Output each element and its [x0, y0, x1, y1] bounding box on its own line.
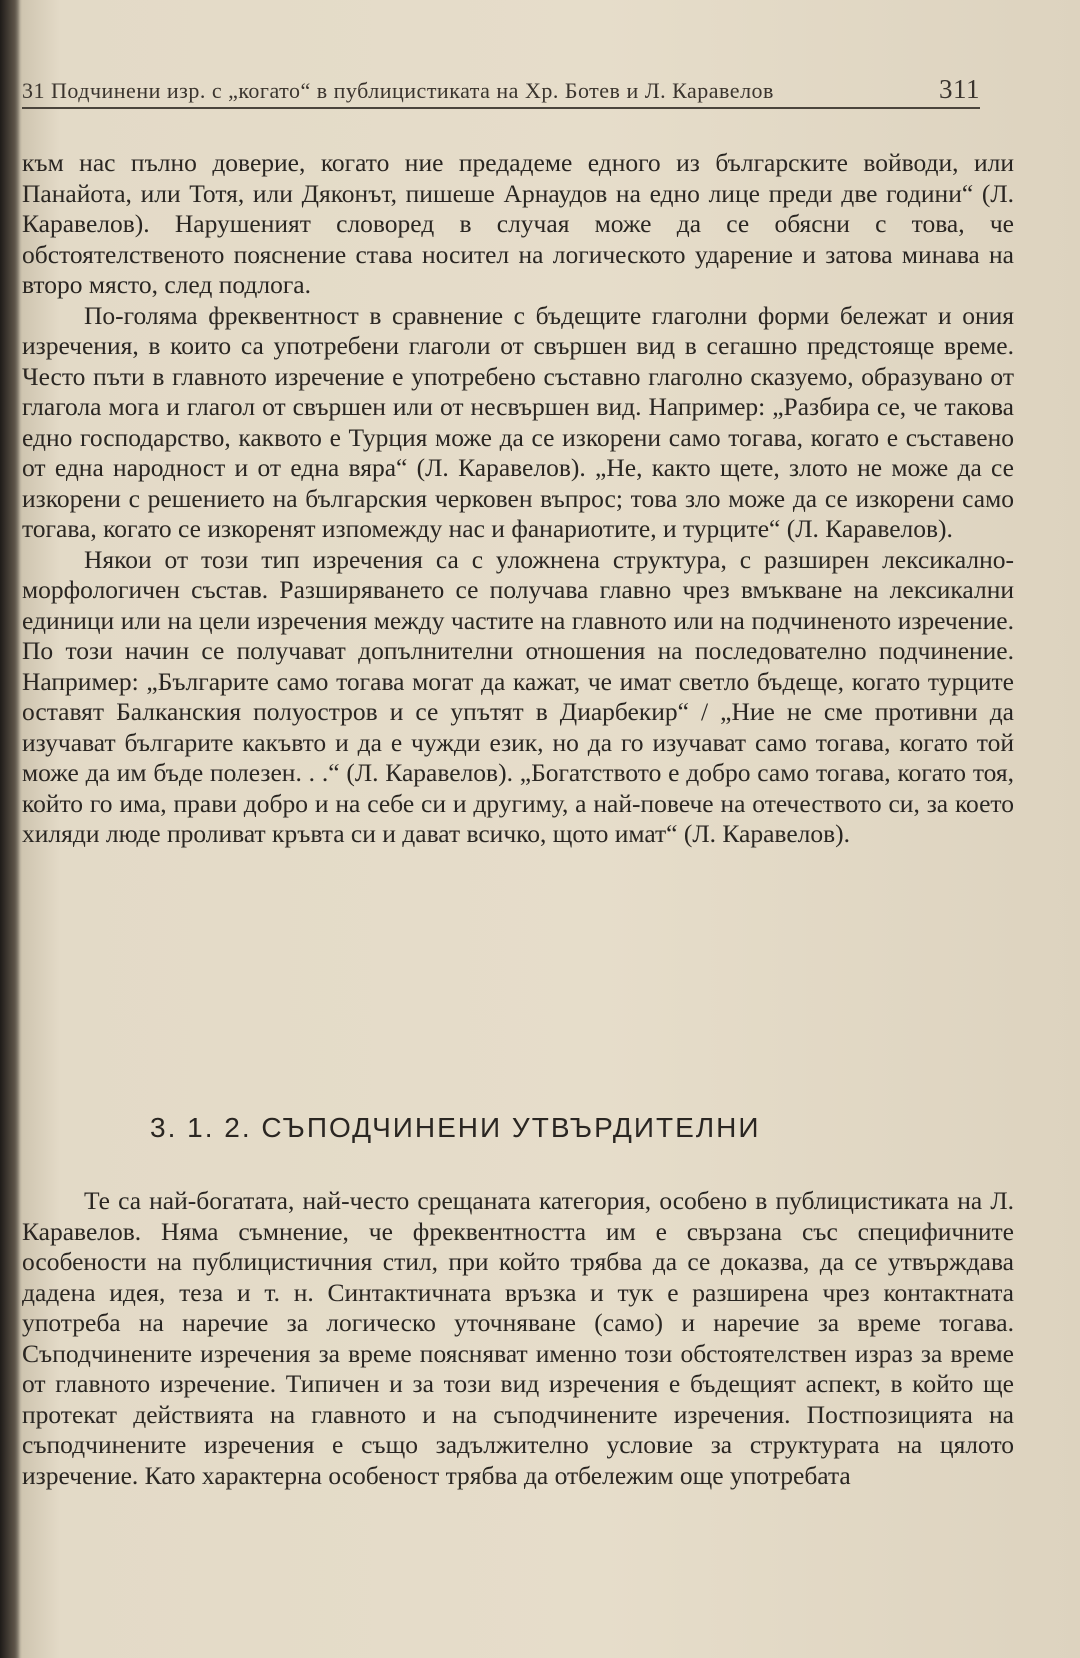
- header-rule: [22, 107, 980, 109]
- paragraph-2: По-голяма фреквентност в сравнение с бъдещите глаголни форми бележат и ония изречения, в които са употребени глаголи от свършен вид в сегашно предстояще време. Често пъти в главното изречение е употребено съставно глаголно сказуемо, образувано от глагола мога и глагол от свършен или от несвършен вид. Например: „Разбира се, че такова едно господарство, каквото е Турция може да се изкорени само тогава, когато е съставено от една народност и от една вяра“ (Л. Каравелов). „Не, както щете, злото не може да се изкорени с решението на българския черковен въпрос; това зло може да се изкорени само тогава, когато се изкоренят изпомежду нас и фанариотите, и турците“ (Л. Каравелов).: [22, 300, 1014, 543]
- running-header: [22, 74, 980, 105]
- paragraph-4: Те са най-богатата, най-често срещаната категория, особено в публицистиката на Л. Каравелов. Няма съмнение, че фреквентността им е свързана със специфичните особености на публицистичния стил, при който трябва да се доказва, да се утвърждава дадена идея, теза и т. н. Синтактичната връзка и тук е разширена чрез контактната употреба на наречие за логическо уточняване (само) и наречие за време тогава. Съподчинените изречения за време поясняват именно този обстоятелствен израз за време от главното изречение. Типичен и за този вид изречения е бъдещият аспект, в който ще протекат действията на главното и на съподчинените изречения. Постпозицията на съподчинените изречения е също задължително условие за структурата на цялото изречение. Като характерна особеност трябва да отбележим още употребата: [22, 1186, 1014, 1490]
- body-text-top: [22, 148, 1014, 850]
- paragraph-3: Някои от този тип изречения са с уложнена структура, с разширен лексикално-морфологичен състав. Разширяването се получава главно чрез вмъкване на лексикални единици или на цели изречения между частите на главното или на подчиненото изречение. По този начин се получават допълнителни отношения на последователно подчинение. Например: „Българите само тогава могат да кажат, че имат светло бъдеще, когато турците оставят Балканския полуостров и се упътят в Диарбекир“ / „Ние не сме противни да изучават българите какъвто и да е чужди език, но да го изучават само тогава, когато той може да им бъде полезен. . .“ (Л. Каравелов). „Богатството е добро само тогава, когато тоя, който го има, прави добро и на себе си и другиму, а най-повече на отечеството си, за което хиляди люде проливат кръвта си и дават всичко, щото имат“ (Л. Каравелов).: [22, 544, 1014, 848]
- page-number: 311: [939, 74, 980, 104]
- running-title: 31 Подчинени изр. с „когато“ в публицистиката на Хр. Ботев и Л. Каравелов: [22, 78, 774, 103]
- paragraph-1: към нас пълно доверие, когато ние предадеме едного из българските войводи, или Панайота, или Тотя, или Дяконът, пишеше Арнаудов на едно лице преди две години“ (Л. Каравелов). Нарушеният словоред в случая може да се обясни с това, че обстоятелственото пояснение става носител на логическото ударение и затова минава на второ място, след подлога.: [22, 148, 1014, 299]
- binding-edge: [0, 0, 20, 1658]
- body-text-bottom: [22, 1186, 1014, 1491]
- section-heading: 3. 1. 2. СЪПОДЧИНЕНИ УТВЪРДИТЕЛНИ: [150, 1112, 761, 1143]
